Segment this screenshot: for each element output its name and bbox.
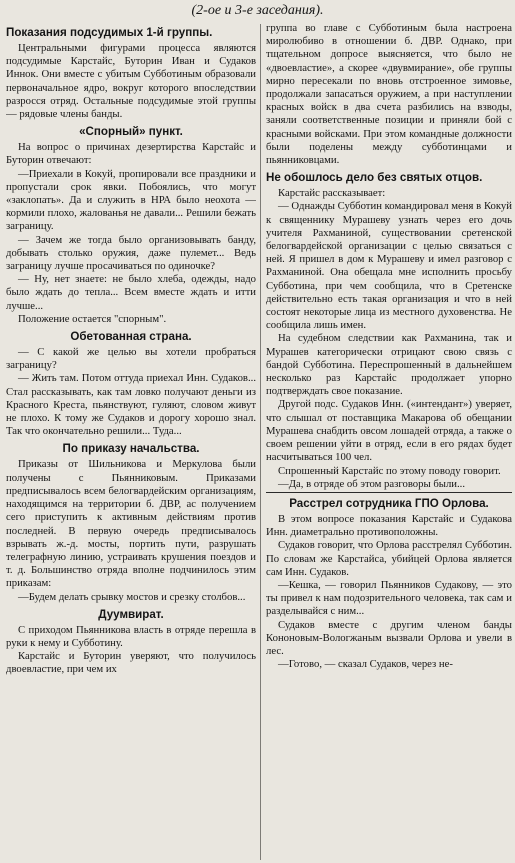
article-paragraph: Судаков говорит, что Орлова расстрелял Субботин. По словам же Карстайса, убийцей Орлова является сам Инн. Судаков. — [266, 539, 512, 578]
article-paragraph: На судебном следствии как Рахманина, так и Мурашев категорически отрицают свою связь с бандой Субботина. Переспрошенный в дальнейшем несколько раз Карстайс продолжает упорно подтверждать свое показание. — [266, 332, 512, 398]
article-paragraph: —Будем делать срывку мостов и срезку столбов... — [18, 590, 246, 603]
article-paragraph: Центральными фигурами процесса являются подсудимые Карстайс, Буторин Иван и Судаков Иннок. Они вместе с убитым Субботиным образовали первоначальное ядро, вокруг которого впоследствии разросся отряд. Остальные подсудимые этой группы — рядовые члены банды. — [6, 42, 256, 121]
article-paragraph: Судаков вместе с другим членом банды Кононовым-Вологжаным вызвали Орлова и увели в лес. — [266, 618, 512, 657]
article-paragraph: —Да, в отряде об этом разговоры были... — [278, 477, 466, 490]
article-paragraph: — Однажды Субботин командировал меня в Кокуй к священнику Мурашеву узнать через его дочь учителя Рахманиной, существовании сретенской белогвардейской организации с целью связаться с ней. Я пришел в дом к Мурашеву и имел разговор с Рахманиной. Она обещала мне исполнить просьбу Субботина, при чем сообщила, что в Сретенске действительно есть такая организация и что в ней состоят некоторые лица из местного духовенства. Не сообщила лишь имен. — [266, 200, 512, 332]
section-heading: Не обошлось дело без святых отцов. — [266, 171, 483, 185]
session-header: (2-ое и 3-е заседания). — [191, 3, 324, 18]
article-paragraph: —Готово, — сказал Судаков, через не- — [278, 658, 453, 671]
left-column — [6, 22, 256, 863]
article-paragraph: Карстайс рассказывает: — [278, 187, 386, 200]
article-paragraph: — Жить там. Потом оттуда приехал Инн. Судаков... Стал рассказывать, как там ловко получают деньги из Красного Креста, пьянствуют, гуляют, словом живут не плохо. К тому же Судаков и дорогу хорошо знал. Так что окончательно решили... Туда... — [6, 372, 256, 438]
section-heading: Дуумвират. — [98, 607, 164, 621]
column-divider — [260, 24, 261, 860]
article-paragraph: — Зачем же тогда было организовывать банду, добывать столько оружия, даже пулемет... Ведь заграницу лучше просачиваться по одиночке? — [6, 233, 256, 273]
section-heading: Показания подсудимых 1-й группы. — [6, 26, 213, 39]
article-paragraph: Другой подс. Судаков Инн. («интендант») уверяет, что слышал от поставщика Макарова об обещании Мурашева снабдить овсом лошадей отряда, а также о своем решении уйти в отряд, если в его рядах будет насчитываться 100 чел. — [266, 398, 512, 464]
article-paragraph: Приказы от Шильникова и Меркулова были получены с Пьянниковым. Приказами предписывалось всем белогвардейским организациям, находящимся на территории б. ДВР, ас получением сего приступить к активным действиям против последней. В первую очередь предписывалось взрывать ж.-д. мосты, портить пути, разрушать телеграфную линию, устраивать крушения поездов и т. д. Большинство отряда вполне подчинилось этим приказам: — [6, 458, 256, 590]
article-paragraph: —Кешка, — говорил Пьянников Судакову, — это ты привел к нам подозрительного человека, так сам и разделывайся с ним... — [266, 578, 512, 618]
article-paragraph: В этом вопросе показания Карстайс и Судакова Инн. диаметрально противоположны. — [266, 512, 512, 539]
section-heading: Обетованная страна. — [70, 330, 192, 344]
article-paragraph: С приходом Пьянникова власть в отряде перешла в руки к нему и Субботину. — [6, 623, 256, 649]
section-heading: По приказу начальства. — [62, 442, 200, 456]
article-paragraph: Положение остается "спорным". — [18, 312, 167, 325]
article-paragraph: — С какой же целью вы хотели пробраться заграницу? — [6, 346, 256, 372]
section-rule — [266, 492, 512, 493]
article-paragraph: Спрошенный Карстайс по этому поводу говорит. — [278, 464, 501, 477]
article-paragraph: —Приехали в Кокуй, пропировали все праздники и пропустали срок явки. Побоялись, что могут «заклопать». Да и служить в НРА было неохота — кормили плохо, жалованья не давали... Решили бежать заграницу. — [6, 167, 256, 233]
right-column — [266, 22, 512, 863]
article-paragraph: группа во главе с Субботиным была настроена миролюбиво в отношении б. ДВР. Однако, при тщательном допросе выясняется, что было не «двоевластие», а скорее «двувмирание», обе группы мирно пересекали по вновь отстроенное зимовье, продолжали запасаться оружием, а при наступлении красных войск в два счета разбились на взводы, заняли соответственные позиции и приняли бой с красными войсками. При этом командные должности были поделены между субботинцами и пьянниковцами. — [266, 22, 512, 167]
article-paragraph: На вопрос о причинах дезертирства Карстайс и Буторин отвечают: — [6, 141, 256, 167]
article-paragraph: — Ну, нет знаете: не было хлеба, одежды, надо было ждать до тепла... Всем вместе ждать и итти лучше... — [6, 273, 256, 312]
article-paragraph: Карстайс и Буторин уверяют, что получилось двоевластие, при чем их — [6, 650, 256, 676]
section-heading: «Спорный» пункт. — [79, 125, 183, 139]
section-heading: Расстрел сотрудника ГПО Орлова. — [289, 496, 489, 510]
